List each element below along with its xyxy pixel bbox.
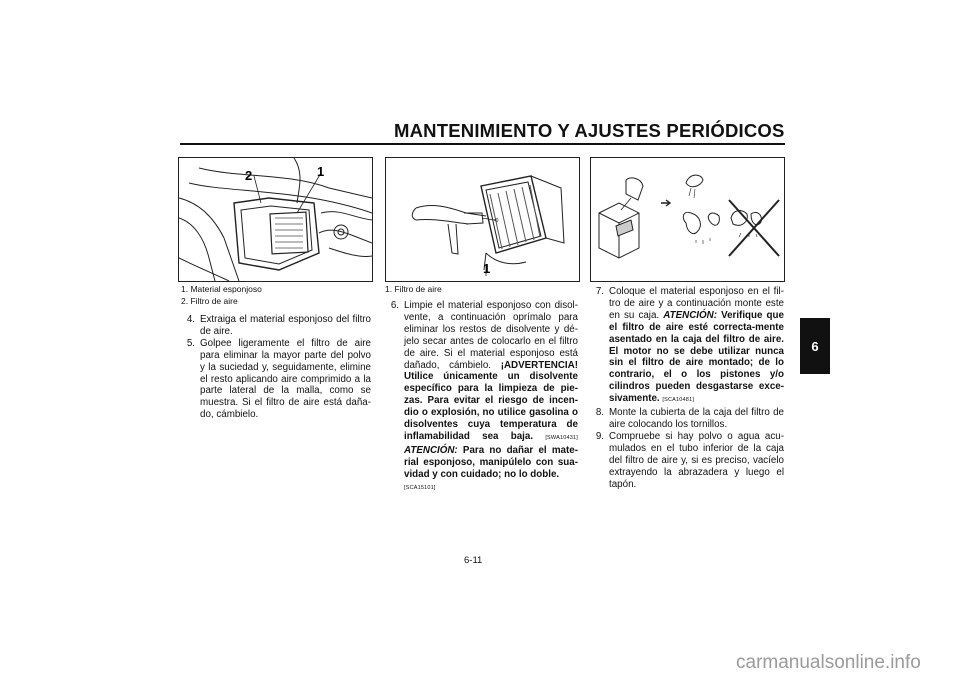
air-filter-box-illustration — [179, 158, 372, 281]
column-1 — [181, 314, 371, 421]
caption-1: 1. Material esponjoso — [181, 284, 262, 294]
compressed-air-illustration — [386, 158, 579, 281]
item-text: Monte la cubierta de la caja del filtro de aire colocando los tornillos. — [609, 407, 784, 430]
item-text: Limpie el material esponjoso con disol-vente, a continuación oprímalo para eliminar los restos de disolvente y dé-jelo secar antes de colocarlo en el filtro de aire. Si el material esponjoso está dañado, cámbielo. — [404, 300, 578, 371]
column-3 — [590, 286, 784, 490]
attention-text: Para no dañar el mate-rial esponjoso, manipúlelo con sua-vidad y con cuidado; no lo doble. — [404, 444, 578, 480]
item-number: 4. — [186, 314, 195, 325]
item-number: 5. — [186, 337, 195, 349]
attention-code: [SCA10481] — [662, 397, 695, 404]
figure2-captions — [385, 283, 575, 295]
foam-cleaning-illustration — [591, 158, 784, 281]
attention-label: ATENCIÓN: — [404, 444, 458, 456]
callout-1: 1 — [483, 261, 491, 276]
item-number: 7. — [595, 286, 604, 297]
callout-1: 1 — [317, 164, 325, 179]
figure-foam-cleaning — [590, 157, 785, 282]
item-text: Extraiga el material esponjoso del filtro de aire. — [200, 314, 371, 337]
list-item — [590, 431, 784, 491]
footer-watermark: carmanualsonline.info — [736, 652, 921, 673]
figure-air-filter-box — [178, 157, 373, 282]
attention-label: ATENCIÓN: — [663, 309, 717, 321]
caption-1: 1. Filtro de aire — [385, 284, 442, 294]
list-item — [590, 286, 784, 407]
list-item — [181, 314, 371, 338]
page-title: MANTENIMIENTO Y AJUSTES PERIÓDICOS — [394, 120, 785, 141]
column-2 — [385, 300, 578, 495]
attention-code: [SCA15101] — [404, 484, 436, 491]
warning-code: [SWA10431] — [545, 434, 578, 441]
section-tab: 6 — [800, 318, 830, 374]
item-number: 6. — [390, 300, 399, 311]
caption-2: 2. Filtro de aire — [181, 296, 238, 306]
item-text: Compruebe si hay polvo o agua acu-mulados en el tubo inferior de la caja del filtro de aire y, si es preciso, vacíelo extrayendo la abrazadera y luego el tapón. — [609, 430, 784, 490]
list-item — [385, 300, 578, 495]
item-number: 8. — [595, 407, 604, 419]
warning-text: ¡ADVERTENCIA! Utilice únicamente un disolvente específico para la limpieza de pie-zas. Para evitar el riesgo de incen-dio o explosión, no utilice gasolina o disolventes cuya temperatura de inflamabilidad sea baja. — [404, 359, 578, 442]
item-text: Golpee ligeramente el filtro de aire para eliminar la mayor parte del polvo y la suciedad y, seguidamente, elimine el resto aplicando aire comprimido a la parte lateral de la malla, como se muestra. Si el filtro de aire está daña-do, cámbielo. — [200, 337, 371, 421]
figure-compressed-air — [385, 157, 580, 282]
item-number: 9. — [595, 430, 604, 442]
figure1-captions — [181, 283, 371, 307]
header-rule — [180, 143, 785, 145]
item-text: Coloque el material esponjoso en el fil-tro de aire y a continuación monte este en su caja. — [609, 286, 784, 321]
callout-2: 2 — [245, 168, 253, 183]
page-number: 6-11 — [464, 555, 483, 566]
attention-text: Verifique que el filtro de aire esté correcta-mente asentado en la caja del filtro de aire. El motor no se debe utilizar nunca sin el filtro de aire montado; de lo contrario, el o los pistones y/o cilindros pueden desgastarse exce-sivamente. — [609, 309, 784, 405]
list-item — [181, 338, 371, 421]
list-item — [590, 407, 784, 431]
